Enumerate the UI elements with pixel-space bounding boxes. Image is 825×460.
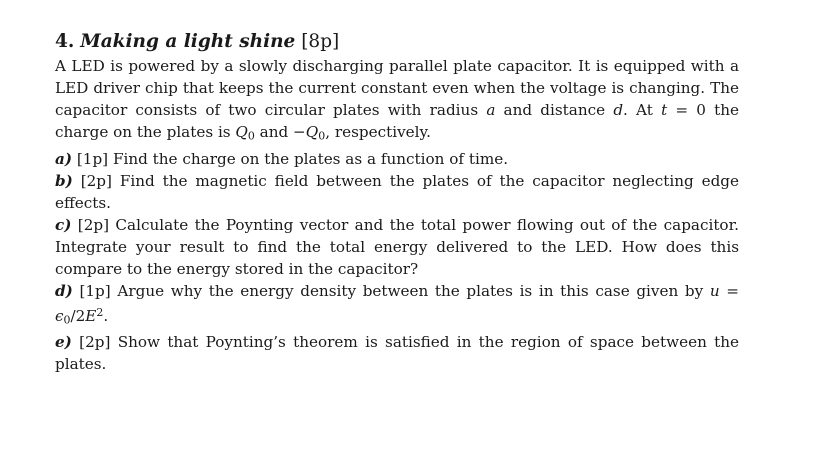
part-c <box>55 214 739 280</box>
part-b-text: Find the magnetic field between the plates of the capacitor neglecting edge effects. <box>55 171 739 212</box>
intro-text-3: . At <box>623 101 662 119</box>
part-e-text: Show that Poynting’s theorem is satisfied in the region of space between the plates. <box>55 333 740 374</box>
slash-two: /2 <box>70 306 86 325</box>
part-c-text: Calculate the Poynting vector and the total power flowing out of the capacitor. Integrate your result to find the total energy delivered to the LED. How does this compare to the energy stored in the capacitor? <box>55 215 739 278</box>
part-d-text: Argue why the energy density between the plates is in this case given by <box>117 281 710 300</box>
part-a-points: [1p] <box>76 149 109 168</box>
var-q0: Q0 <box>235 123 255 143</box>
intro-text-6: , respectively. <box>325 123 431 141</box>
part-c-points: [2p] <box>77 215 110 234</box>
part-e <box>55 331 739 375</box>
var-u: u <box>709 281 720 300</box>
var-t: t <box>661 101 668 119</box>
part-d-end: . <box>103 306 109 325</box>
intro-text-2: and distance <box>495 101 614 119</box>
var-d: d <box>613 101 624 119</box>
var-a: a <box>486 101 496 119</box>
part-d <box>55 280 739 332</box>
problem-sheet <box>55 30 739 375</box>
part-d-label: d) <box>55 281 73 300</box>
part-e-points: [2p] <box>79 333 111 352</box>
part-b <box>55 170 739 214</box>
part-d-points: [1p] <box>79 281 111 300</box>
problem-intro <box>55 55 739 148</box>
part-e-label: e) <box>55 333 72 352</box>
var-neg-q0: Q0 <box>305 123 326 143</box>
part-b-points: [2p] <box>80 171 112 190</box>
part-c-label: c) <box>55 215 72 234</box>
problem-points: [8p] <box>301 31 340 52</box>
problem-title: Making a light shine <box>80 31 296 52</box>
problem-number: 4. <box>55 31 75 52</box>
part-b-label: b) <box>55 171 73 190</box>
intro-text-4: = 0 the charge on the plates is <box>55 101 739 141</box>
e-superscript: 2 <box>96 305 104 319</box>
part-a-label: a) <box>55 149 73 168</box>
var-e: E <box>85 306 97 325</box>
epsilon-symbol: ϵ <box>55 306 64 325</box>
intro-text-5: and − <box>254 123 306 141</box>
part-a <box>55 148 739 170</box>
problem-heading <box>55 30 739 54</box>
equals-sign: = <box>719 281 740 300</box>
intro-text-1: A LED is powered by a slowly discharging parallel plate capacitor. It is equipped with a LED driver chip that keeps the current constant even when the voltage is changing. The capacitor consists of two circular plates with radius <box>55 57 739 119</box>
part-a-text: Find the charge on the plates as a function of time. <box>112 149 509 168</box>
epsilon-subscript: 0 <box>63 313 71 327</box>
